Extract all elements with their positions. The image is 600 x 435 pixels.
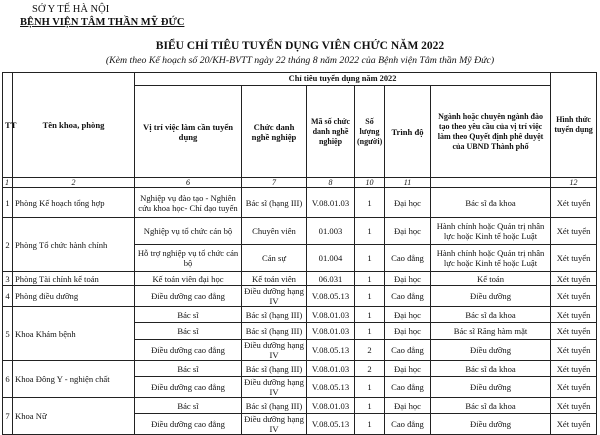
cell-title: Điều dưỡng hạng IV	[242, 377, 307, 398]
cell-major: Điều dưỡng	[431, 286, 551, 307]
cell-title: Kế toán viên	[242, 272, 307, 286]
cell-major: Bác sĩ đa khoa	[431, 398, 551, 414]
cell-method: Xét tuyển	[551, 218, 597, 245]
index-row	[3, 178, 597, 188]
document-header	[20, 3, 184, 29]
cell-title: Bác sĩ (hạng III)	[242, 398, 307, 414]
cell-title: Điều dưỡng hạng IV	[242, 286, 307, 307]
cell-title: Cán sự	[242, 245, 307, 272]
col-level: Trình độ	[385, 86, 431, 178]
cell-position: Bác sĩ	[135, 398, 242, 414]
cell-major: Điều dưỡng	[431, 340, 551, 361]
cell-code: V.08.01.03	[307, 188, 355, 218]
cell-major: Điều dưỡng	[431, 414, 551, 435]
page-title: BIỂU CHỈ TIÊU TUYỂN DỤNG VIÊN CHỨC NĂM 2022	[155, 40, 445, 52]
cell-method: Xét tuyển	[551, 307, 597, 323]
cell-qty: 2	[355, 361, 385, 377]
col-code: Mã số chức danh nghề nghiệp	[307, 86, 355, 178]
col-dept: Tên khoa, phòng	[13, 73, 135, 178]
cell-method: Xét tuyển	[551, 361, 597, 377]
cell-code: V.08.01.03	[307, 323, 355, 340]
cell-level: Đại học	[385, 188, 431, 218]
cell-method: Xét tuyển	[551, 286, 597, 307]
cell-qty: 1	[355, 398, 385, 414]
cell-dept: Khoa Nữ	[13, 398, 135, 435]
cell-position: Điều dưỡng cao đẳng	[135, 377, 242, 398]
cell-level: Đại học	[385, 218, 431, 245]
col-method: Hình thức tuyển dụng	[551, 73, 597, 178]
cell-tt: 7	[3, 398, 13, 435]
cell-code: 01.003	[307, 218, 355, 245]
cell-method: Xét tuyển	[551, 323, 597, 340]
table-row	[3, 398, 597, 414]
cell-title: Điều dưỡng hạng IV	[242, 414, 307, 435]
cell-dept: Phòng điều dưỡng	[13, 286, 135, 307]
ministry-name: SỞ Y TẾ HÀ NỘI	[32, 4, 110, 15]
hospital-name: BỆNH VIỆN TÂM THẦN MỸ ĐỨC	[20, 17, 185, 28]
cell-title: Bác sĩ (hạng III)	[242, 307, 307, 323]
cell-qty: 1	[355, 218, 385, 245]
cell-title: Chuyên viên	[242, 218, 307, 245]
table-row	[3, 272, 597, 286]
cell-position: Hỗ trợ nghiệp vụ tổ chức cán bộ	[135, 245, 242, 272]
cell-level: Cao đẳng	[385, 286, 431, 307]
cell-major: Bác sĩ đa khoa	[431, 307, 551, 323]
cell-major: Hành chính hoặc Quản trị nhân lực hoặc Kinh tế hoặc Luật	[431, 218, 551, 245]
cell-qty: 1	[355, 272, 385, 286]
cell-tt: 2	[3, 218, 13, 272]
cell-level: Cao đẳng	[385, 414, 431, 435]
index-cell: 10	[355, 178, 385, 188]
cell-major: Điều dưỡng	[431, 377, 551, 398]
cell-method: Xét tuyển	[551, 340, 597, 361]
table-row	[3, 361, 597, 377]
page-subtitle: (Kèm theo Kế hoạch số 20/KH-BVTT ngày 22 tháng 8 năm 2022 của Bệnh viện Tâm thần Mỹ Đức)	[105, 55, 495, 66]
col-major: Ngành hoặc chuyên ngành đào tạo theo yêu cầu của vị trí việc làm theo Quyết định phê duyệt của UBND Thành phố	[431, 86, 551, 178]
cell-position: Bác sĩ	[135, 323, 242, 340]
cell-title: Bác sĩ (hạng III)	[242, 323, 307, 340]
cell-position: Bác sĩ	[135, 361, 242, 377]
cell-code: 01.004	[307, 245, 355, 272]
group-header: Chỉ tiêu tuyển dụng năm 2022	[135, 73, 551, 86]
cell-method: Xét tuyển	[551, 272, 597, 286]
cell-level: Đại học	[385, 361, 431, 377]
cell-method: Xét tuyển	[551, 398, 597, 414]
index-cell: 6	[135, 178, 242, 188]
cell-position: Điều dưỡng cao đẳng	[135, 414, 242, 435]
index-cell: 2	[13, 178, 135, 188]
cell-level: Đại học	[385, 323, 431, 340]
cell-code: 06.031	[307, 272, 355, 286]
index-cell: 8	[307, 178, 355, 188]
cell-dept: Khoa Đông Y - nghiện chất	[13, 361, 135, 398]
col-qty: Số lượng (người)	[355, 86, 385, 178]
cell-major: Kế toán	[431, 272, 551, 286]
cell-position: Nghiệp vụ tổ chức cán bộ	[135, 218, 242, 245]
index-cell: 7	[242, 178, 307, 188]
recruitment-table	[2, 72, 597, 435]
cell-position: Bác sĩ	[135, 307, 242, 323]
cell-title: Bác sĩ (hạng III)	[242, 361, 307, 377]
index-cell	[431, 178, 551, 188]
cell-position: Điều dưỡng cao đẳng	[135, 340, 242, 361]
cell-tt: 3	[3, 272, 13, 286]
cell-major: Bác sĩ Răng hàm mặt	[431, 323, 551, 340]
cell-code: V.08.01.03	[307, 398, 355, 414]
cell-level: Cao đẳng	[385, 377, 431, 398]
index-cell: 11	[385, 178, 431, 188]
cell-tt: 1	[3, 188, 13, 218]
cell-major: Bác sĩ đa khoa	[431, 188, 551, 218]
cell-qty: 1	[355, 323, 385, 340]
cell-qty: 1	[355, 307, 385, 323]
cell-dept: Khoa Khám bệnh	[13, 307, 135, 361]
cell-method: Xét tuyển	[551, 188, 597, 218]
col-title: Chức danh nghề nghiệp	[242, 86, 307, 178]
cell-qty: 1	[355, 286, 385, 307]
col-position: Vị trí việc làm cần tuyển dụng	[135, 86, 242, 178]
cell-level: Đại học	[385, 398, 431, 414]
index-cell: 12	[551, 178, 597, 188]
cell-code: V.08.05.13	[307, 286, 355, 307]
cell-dept: Phòng Kế hoạch tổng hợp	[13, 188, 135, 218]
cell-title: Bác sĩ (hạng III)	[242, 188, 307, 218]
table-row	[3, 286, 597, 307]
cell-major: Bác sĩ đa khoa	[431, 361, 551, 377]
cell-level: Cao đẳng	[385, 245, 431, 272]
cell-position: Nghiệp vụ đào tạo - Nghiên cứu khoa học- Chỉ đạo tuyến	[135, 188, 242, 218]
cell-method: Xét tuyển	[551, 245, 597, 272]
cell-position: Kế toán viên đại học	[135, 272, 242, 286]
cell-dept: Phòng Tổ chức hành chính	[13, 218, 135, 272]
table-row	[3, 307, 597, 323]
index-cell: 1	[3, 178, 13, 188]
cell-code: V.08.05.13	[307, 414, 355, 435]
cell-code: V.08.01.03	[307, 361, 355, 377]
cell-code: V.08.05.13	[307, 377, 355, 398]
cell-qty: 2	[355, 340, 385, 361]
table-row	[3, 188, 597, 218]
cell-tt: 4	[3, 286, 13, 307]
cell-level: Cao đẳng	[385, 340, 431, 361]
cell-qty: 1	[355, 377, 385, 398]
cell-method: Xét tuyển	[551, 377, 597, 398]
cell-qty: 1	[355, 188, 385, 218]
cell-tt: 6	[3, 361, 13, 398]
cell-code: V.08.05.13	[307, 340, 355, 361]
cell-position: Điều dưỡng cao đẳng	[135, 286, 242, 307]
cell-tt: 5	[3, 307, 13, 361]
cell-dept: Phòng Tài chính kế toán	[13, 272, 135, 286]
cell-title: Điều dưỡng hạng IV	[242, 340, 307, 361]
cell-qty: 1	[355, 414, 385, 435]
cell-method: Xét tuyển	[551, 414, 597, 435]
col-tt: TT	[3, 73, 13, 178]
cell-major: Hành chính hoặc Quản trị nhân lực hoặc Kinh tế hoặc Luật	[431, 245, 551, 272]
table-row	[3, 218, 597, 245]
cell-code: V.08.01.03	[307, 307, 355, 323]
cell-qty: 1	[355, 245, 385, 272]
cell-level: Đại học	[385, 272, 431, 286]
cell-level: Đại học	[385, 307, 431, 323]
